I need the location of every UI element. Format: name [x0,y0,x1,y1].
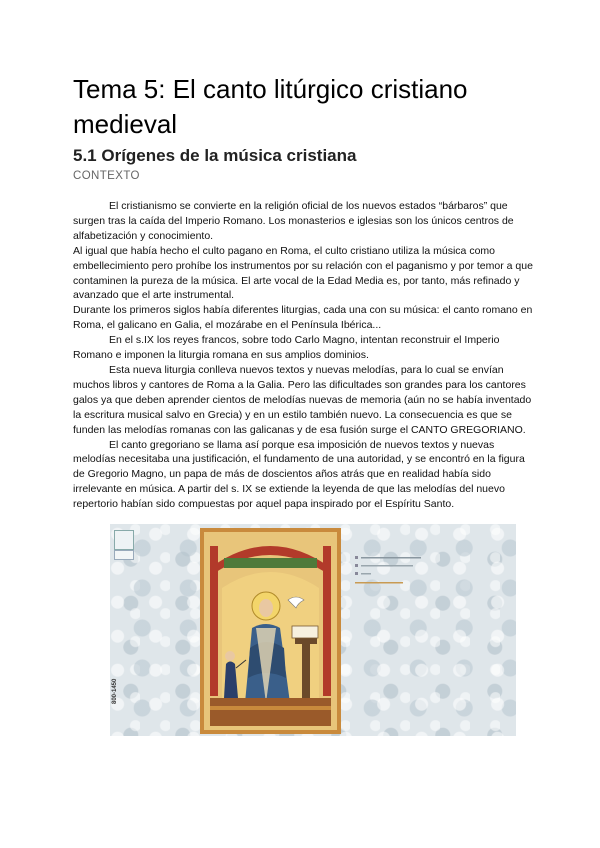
body-text [73,199,533,512]
logo-icon [114,530,134,550]
manuscript-illustration [110,524,516,736]
subsection-label: CONTEXTO [73,170,140,182]
nav-box [114,550,134,560]
paragraph: El canto gregoriano se llama así porque esa imposición de nuevos textos y nuevas melodías necesitaba una justificación, el fundamento de una autoridad, y se encontró en la figura de Gregorio Magno, un papa de más de doscientos años atrás que en realidad había sido irrelevante en música. A partir del s. IX se extiende la leyenda de que las melodías del nuevo repertorio habían sido compuestas por aquel papa inspirado por el Espíritu Santo. [73,438,525,511]
caption-lines [355,554,505,594]
paragraph: En el s.IX los reyes francos, sobre todo Carlo Magno, intentan reconstruir el Imperio Romano e imponen la liturgia romana en sus amplios dominios. [73,334,500,362]
paragraph: Durante los primeros siglos había diferentes liturgias, cada una con su música: el canto romano en Roma, el galicano en Galia, el mozárabe en el Península Ibérica... [73,304,533,332]
paragraph: El cristianismo se convierte en la religión oficial de los nuevos estados “bárbaros” que surgen tras la caída del Imperio Romano. Los monasterios e iglesias son los únicos centros de alfabetización y conocimiento. [73,200,514,242]
section-heading: 5.1 Orígenes de la música cristiana [73,146,357,165]
paragraph: Esta nueva liturgia conlleva nuevos textos y nuevas melodías, para lo cual se envían muchos libros y cantores de Roma a la Galia. Pero las dificultades son grandes para los cantores galos ya que deben aprender cientos de melodías nuevas de memoria (aún no se había inventado la escritura musical salvo en Grecia) y en un estilo también nuevo. La consecuencia es que se funden las melodías romanas con las galicanas y de esa fusión surge el CANTO GREGORIANO. [73,363,532,436]
page-title: Tema 5: El canto litúrgico cristiano medieval [73,74,468,139]
paragraph: Al igual que había hecho el culto pagano en Roma, el culto cristiano utiliza la música como embellecimiento pero prohíbe los instrumentos por su relación con el paganismo y por temor a que contaminen la pureza de la música. El arte vocal de la Edad Media es, por tanto, más refinado y avanzado que el arte instrumental. [73,244,533,302]
figure-caption [355,554,505,597]
gregory-painting-image [200,528,341,734]
date-range-label: 800-1450 [112,678,118,704]
